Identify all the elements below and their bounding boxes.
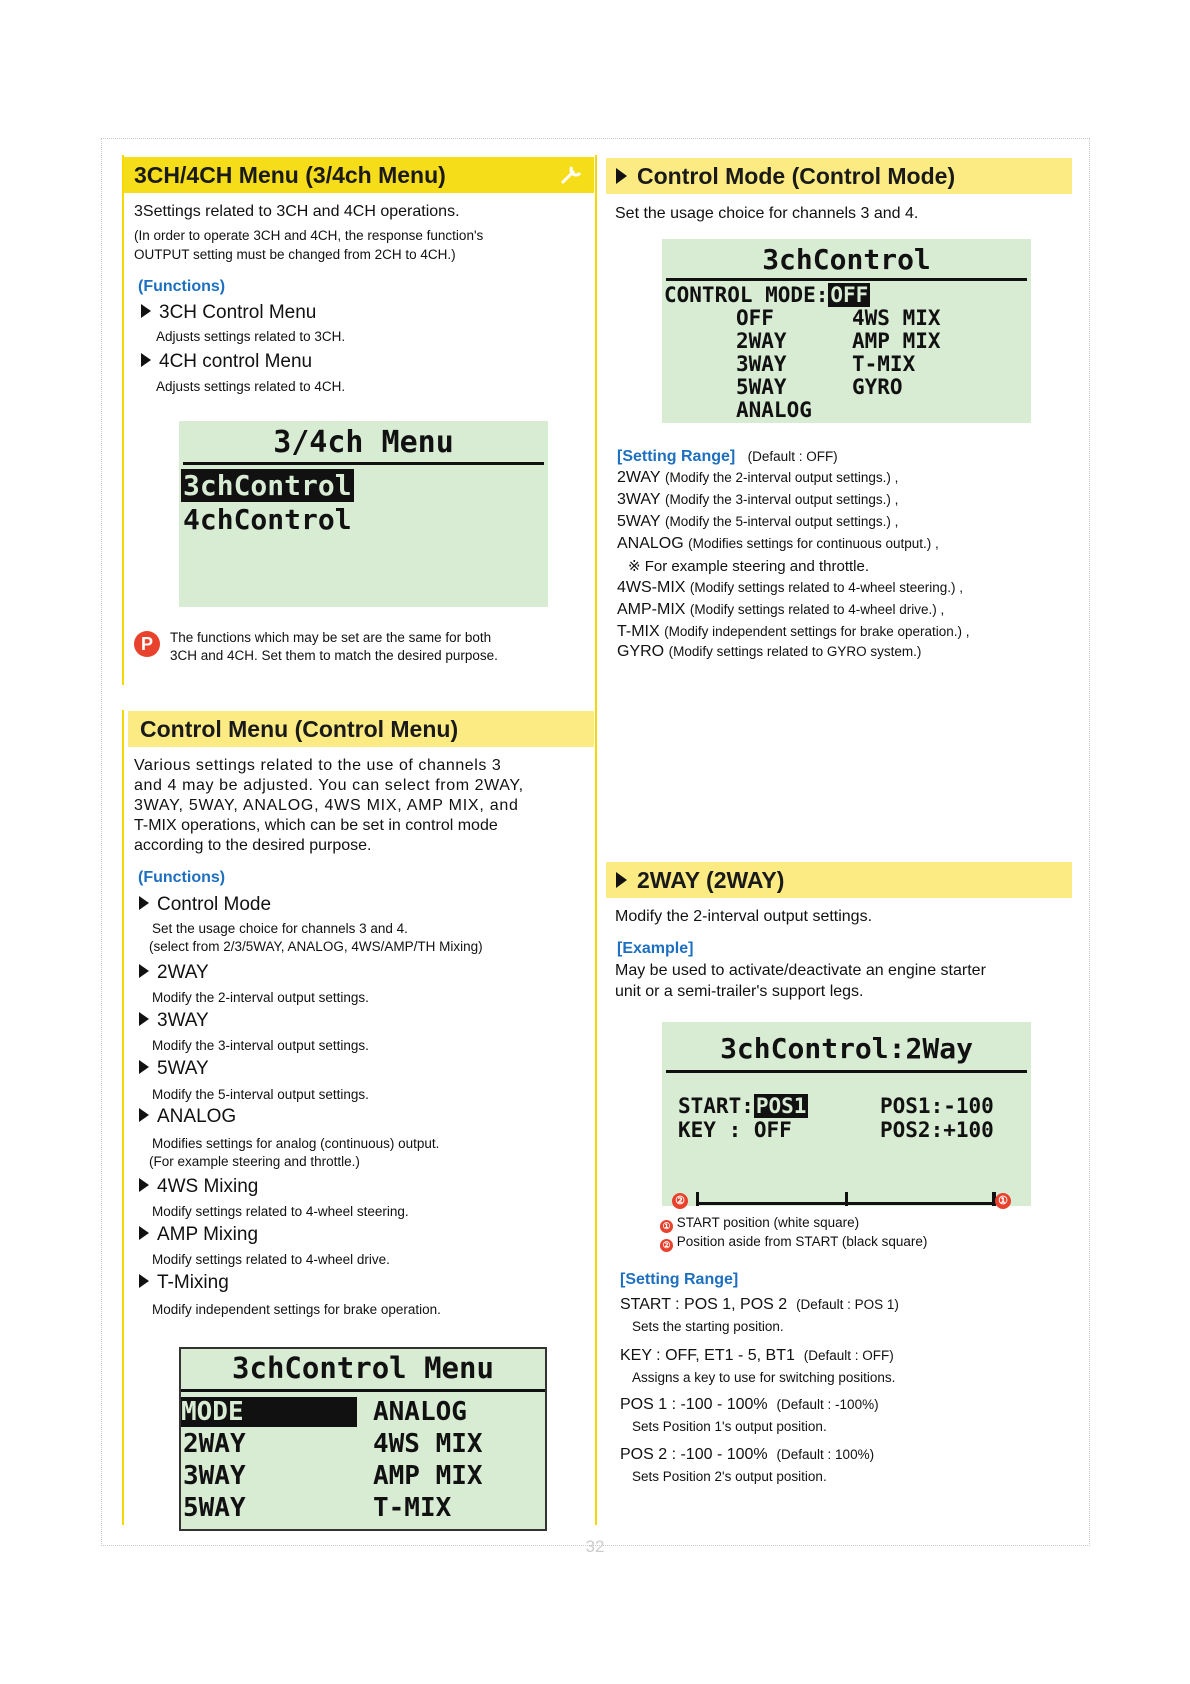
lcd-item: 3WAY (183, 1461, 246, 1491)
setting-desc: Sets the starting position. (632, 1319, 784, 1334)
section-header-control-mode (606, 158, 1072, 194)
lcd-title: 3chControl:2Way (720, 1032, 973, 1065)
lcd-item: 4WS MIX (373, 1429, 483, 1459)
range-note: ※ For example steering and throttle. (628, 558, 870, 575)
setting-range-header: [Setting Range] (Default : OFF) (617, 448, 838, 465)
setting-row: POS 1 : -100 - 100% (Default : -100%) (620, 1396, 879, 1413)
triangle-bullet-icon (616, 872, 627, 888)
para-line: Various settings related to the use of channels 3 (134, 757, 502, 774)
triangle-bullet-icon (139, 1226, 149, 1240)
page-number: 32 (585, 1537, 605, 1556)
range-row: 2WAY (Modify the 2-interval output settings.) , (617, 469, 899, 486)
lcd-option: GYRO (852, 375, 903, 399)
function-desc: Adjusts settings related to 4CH. (156, 379, 346, 394)
triangle-bullet-icon (139, 1108, 149, 1122)
lcd-item: 5WAY (183, 1493, 246, 1523)
function-desc: Modify the 3-interval output settings. (152, 1038, 369, 1053)
lcd-option: 4WS MIX (852, 306, 941, 330)
functions-label: (Functions) (138, 869, 226, 886)
range-row: 5WAY (Modify the 5-interval output settings.) , (617, 513, 899, 530)
triangle-bullet-icon (139, 1060, 149, 1074)
function-item: 4CH control Menu (141, 350, 312, 374)
para-line: according to the desired purpose. (134, 837, 372, 854)
triangle-bullet-icon (141, 304, 151, 318)
triangle-bullet-icon (139, 964, 149, 978)
wrench-icon (558, 163, 584, 193)
range-row: GYRO (Modify settings related to GYRO system.) (617, 643, 922, 660)
lcd-option: OFF (736, 306, 774, 330)
lcd-title: 3chControl (762, 243, 931, 276)
lcd-line: 4chControl (183, 503, 352, 536)
function-desc: Modify settings related to 4-wheel steering. (152, 1204, 409, 1219)
function-desc: Set the usage choice for channels 3 and 4. (152, 921, 408, 936)
function-desc: (select from 2/3/5WAY, ANALOG, 4WS/AMP/TH Mixing) (149, 939, 483, 954)
function-item: ANALOG (139, 1105, 236, 1129)
function-item: 3CH Control Menu (141, 301, 316, 325)
left-rule-bottom (122, 710, 124, 1525)
function-desc: Modifies settings for analog (continuous) output. (152, 1136, 440, 1151)
function-desc: Modify independent settings for brake operation. (152, 1302, 441, 1317)
lcd-item: T-MIX (373, 1493, 452, 1523)
point-text: The functions which may be set are the same for both (170, 630, 492, 645)
lcd-option: ANALOG (736, 398, 812, 422)
setting-desc: Assigns a key to use for switching positions. (632, 1370, 896, 1385)
example-label: [Example] (617, 940, 694, 957)
example-text: unit or a semi-trailer's support legs. (615, 983, 864, 1000)
lcd-start-row: START:POS1 (678, 1094, 807, 1118)
range-row: 4WS-MIX (Modify settings related to 4-wheel steering.) , (617, 579, 964, 596)
lcd-option: 2WAY (736, 329, 787, 353)
section-header-2way (606, 862, 1072, 898)
lcd-item-selected: MODE (181, 1397, 357, 1427)
marker-1: ① (995, 1193, 1011, 1209)
function-item: 3WAY (139, 1009, 209, 1033)
lcd-pos2: POS2:+100 (880, 1118, 994, 1142)
lcd-line-selected: 3chControl (183, 469, 352, 502)
lcd-34ch-menu (179, 421, 548, 607)
lcd-title: 3chControl Menu (232, 1351, 494, 1385)
range-row: ANALOG (Modifies settings for continuous output.) , (617, 535, 939, 552)
function-item: T-Mixing (139, 1271, 229, 1295)
functions-label: (Functions) (138, 278, 226, 295)
lcd-3chcontrol-menu (179, 1347, 547, 1531)
section-title: Control Menu (Control Menu) (140, 715, 459, 742)
triangle-bullet-icon (616, 168, 627, 184)
triangle-bullet-icon (139, 1012, 149, 1026)
triangle-bullet-icon (139, 896, 149, 910)
function-desc: Modify the 5-interval output settings. (152, 1087, 369, 1102)
left-rule-top (122, 155, 124, 685)
lcd-mode-row: CONTROL MODE:OFF (664, 283, 869, 307)
function-item: Control Mode (139, 893, 271, 917)
lcd-option: 5WAY (736, 375, 787, 399)
setting-desc: Sets Position 2's output position. (632, 1469, 827, 1484)
setting-range-label: [Setting Range] (620, 1271, 739, 1288)
setting-row: KEY : OFF, ET1 - 5, BT1 (Default : OFF) (620, 1347, 894, 1364)
function-desc: (For example steering and throttle.) (149, 1154, 360, 1169)
lcd-key-row: KEY : OFF (678, 1118, 792, 1142)
setting-row: POS 2 : -100 - 100% (Default : 100%) (620, 1446, 875, 1463)
section-header-control-menu (128, 711, 594, 747)
setting-row: START : POS 1, POS 2 (Default : POS 1) (620, 1296, 899, 1313)
range-row: T-MIX (Modify independent settings for brake operation.) , (617, 623, 970, 640)
lcd-option: 3WAY (736, 352, 787, 376)
lcd-pos1: POS1:-100 (880, 1094, 994, 1118)
para-line: and 4 may be adjusted. You can select from 2WAY, (134, 777, 524, 794)
lcd-option: AMP MIX (852, 329, 941, 353)
note-line: OUTPUT setting must be changed from 2CH to 4CH.) (134, 247, 456, 262)
function-item: 5WAY (139, 1057, 209, 1081)
para-line: T-MIX operations, which can be set in control mode (134, 817, 498, 834)
note-line: (In order to operate 3CH and 4CH, the response function's (134, 228, 484, 243)
triangle-bullet-icon (139, 1178, 149, 1192)
column-divider (595, 155, 597, 1525)
point-icon: P (134, 631, 160, 657)
marker-2: ② (672, 1193, 688, 1209)
example-text: May be used to activate/deactivate an engine starter (615, 962, 986, 979)
function-desc: Modify settings related to 4-wheel drive. (152, 1252, 390, 1267)
lcd-title: 3/4ch Menu (273, 425, 454, 460)
range-row: 3WAY (Modify the 3-interval output settings.) , (617, 491, 899, 508)
legend-row: ② Position aside from START (black square) (660, 1233, 927, 1252)
legend-row: ① START position (white square) (660, 1214, 859, 1233)
function-item: AMP Mixing (139, 1223, 258, 1247)
section-title: 3CH/4CH Menu (3/4ch Menu) (134, 161, 446, 188)
section-header-3ch4ch (124, 157, 594, 193)
intro-text: Modify the 2-interval output settings. (615, 908, 873, 925)
intro-text: Set the usage choice for channels 3 and 4. (615, 205, 919, 222)
triangle-bullet-icon (139, 1274, 149, 1288)
function-desc: Adjusts settings related to 3CH. (156, 329, 346, 344)
lcd-item: ANALOG (373, 1397, 467, 1427)
function-desc: Modify the 2-interval output settings. (152, 990, 369, 1005)
lcd-option: T-MIX (852, 352, 916, 376)
section-title: 2WAY (2WAY) (637, 866, 785, 893)
setting-desc: Sets Position 1's output position. (632, 1419, 827, 1434)
lcd-3chcontrol-2way (662, 1022, 1031, 1206)
lcd-slider-tick (696, 1192, 699, 1206)
para-line: 3WAY, 5WAY, ANALOG, 4WS MIX, AMP MIX, and (134, 797, 519, 814)
lcd-slider-tick (845, 1192, 848, 1206)
function-item: 2WAY (139, 961, 209, 985)
lcd-item: AMP MIX (373, 1461, 483, 1491)
triangle-bullet-icon (141, 353, 151, 367)
lcd-item: 2WAY (183, 1429, 246, 1459)
point-text: 3CH and 4CH. Set them to match the desired purpose. (170, 648, 498, 663)
function-item: 4WS Mixing (139, 1175, 258, 1199)
intro-text: 3Settings related to 3CH and 4CH operations. (134, 203, 460, 220)
range-row: AMP-MIX (Modify settings related to 4-wheel drive.) , (617, 601, 945, 618)
section-title: Control Mode (Control Mode) (637, 162, 956, 189)
lcd-3chcontrol-mode (662, 239, 1031, 423)
